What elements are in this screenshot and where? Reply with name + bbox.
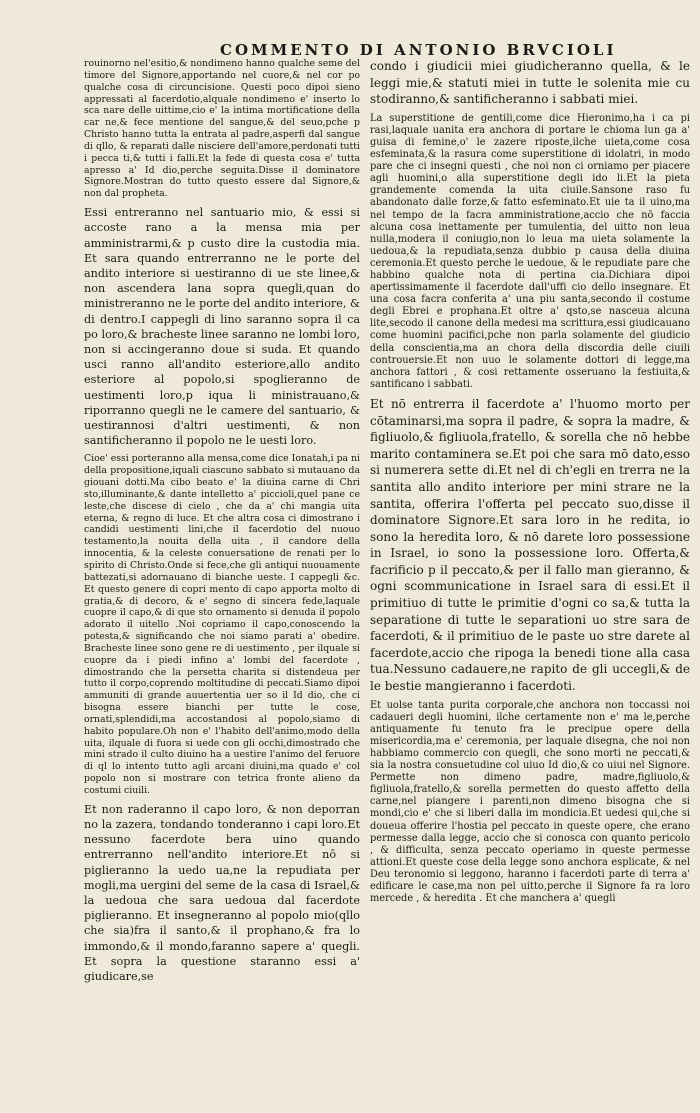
commentary-paragraph: rouinorno nel'esitio,& nondimeno hanno qualche seme del timore del Signore,apportando nel cuore,& nel cor po qualche cosa di circuncisione. Questi poco dipoi sieno appressati al facerdotio,alquale nondimeno e' inserto lo sca nare delle uittime,cio e' la intima mortificatione della car ne,& fece mentione del sangue,& del seuo,pche p Christo hanno tutta la entrata al padre,asperfi dal sangue di qllo, & reparati dalle nisciere dell'amore,perdonati tutti i pecca ti,& tutti i falli.Et la fede di questa cosa e' tutta apresso a' Id dio,perche seguita.Disse il dominatore Signore.Mostran do tutto questo essere dal Signore,& non dal propheta. bbox=[84, 58, 360, 200]
running-header: COMMENTO DI ANTONIO BRVCIOLI bbox=[220, 41, 617, 59]
scripture-paragraph: Et nō entrerra il facerdote a' l'huomo morto per cōtaminarsi,ma sopra il padre, & sopra la madre, & figliuolo,& figliuola,fratello, & sorella che nō hebbe marito contaminera se.Et poi che sara mō dato,esso si numerera sette di.Et nel di ch'egli en trerra ne la santita allo andito interiore per mini strare ne la santita, offerira l'offerta pel peccato suo,disse il dominatore Signore.Et sara loro in he redita, io sono la heredita loro, & nō darete loro possessione in Israel, io sono la possessione loro. Offerta,& facrificio p il peccato,& per il fallo man gieranno, & ogni scommunicatione in Israel sara di essi.Et il primitiuo di tutte le primitie d'ogni co sa,& tutta la separatione di tutte le separationi uo stre sara de facerdoti, & il primitiuo de le paste uo stre darete al facerdote,accio che ripoga la benedi tione alla casa tua.Nessuno cadauere,ne rapito de gli uccegli,& de le bestie mangieranno i facerdoti. bbox=[370, 396, 690, 694]
commentary-paragraph: Et uolse tanta purita corporale,che anchora non toccassi noi cadaueri degli huomini, ilche certamente non e' ma le,perche antiquamente fu tenuto fra le precipue opere della misericordia,ma e' ceremonia, per laquale disegna, che noi non habbiamo commercio con quegli, che sono morti ne peccati,& sia la nostra consuetudine col uiuo Id dio,& co uiui nel Signore. Permette non dimeno padre, madre,figliuolo,& figliuola,fratello,& sorella permetten do questo affetto della carne,nel piangere i parenti,non dimeno bisogna che si mondi,cio e' che si liberi dalla im mondicia.Et uedesi qui,che si doueua offerire l'hostia pel peccato in queste opere, che erano permesse dalla legge, accio che si conosca con quanto pericolo , & difficulta, senza peccato operiamo in queste permesse attioni.Et queste cose della legge sono anchora esplicate, & nel Deu teronomio si leggono, haranno i facerdoti parte di terra a' edificare le case,ma non pel uitto,perche il Signore fa ra loro mercede , & heredita . Et che manchera a' quegli bbox=[370, 699, 690, 905]
commentary-paragraph: Cioe' essi porteranno alla mensa,come dice Ionatah,i pa ni della propositione,iquali ciascuno sabbato si mutauano da giouani dotti.Ma cibo beato e' la diuina carne di Chri sto,illuminante,& dante intelletto a' piccioli,quel pane ce leste,che discese di cielo , che da a' chi mangia uita eterna, & regno di luce. Et che altra cosa ci dimostrano i candidi uestimenti lini,che il facerdotio del nuouo testamento,la nouita della uita , il candore della innocentia, & la celeste conuersatione de renati per lo spirito di Christo.Onde si fece,che gli antiqui nuouamente battezati,si adornauano di bianche ueste. I cappegli &c. Et questo genere di copri mento di capo apporta molto di gratia,& di decoro, & e' segno di sincera fede,laquale cuopre il capo,& di que sto ornamento si denuda il popolo adorato il uitello .Noi copriamo il capo,conoscendo la potesta,& significando che noi siamo parati a' obedire. Bracheste linee sono gene re di uestimento , per ilquale si cuopre da i piedi infino a' lombi del facerdote , dimostrando che la persetta charita si distendeua per tutto il corpo,coprendo moltitudine di peccati.Siamo dipoi ammuniti di grande auuertentia uer so il Id dio, che ci bisogna essere bianchi per tutte le cose, ornati,splendidi,ma accostandosi al popolo,siamo di habito populare.Oh non e' l'habito dell'animo,modo della uita, ilquale di fuora si uede con gli occhi,dimostrado che mini strado il culto diuino ha a uestire l'animo del feruore di ql lo intento tutto agli arcani diuini,ma quado e' col popolo non si mostrare con tetrica fronte alieno da costumi ciuili. bbox=[84, 453, 360, 796]
scripture-paragraph: Essi entreranno nel santuario mio, & essi si accoste rano a la mensa mia per amministrarmi,& p custo dire la custodia mia. Et sara quando entrerranno ne le porte del andito interiore si uestiranno di ue ste linee,& non ascendera lana sopra quegli,quan do ministreranno ne le porte del andito interiore, & di dentro.I cappegli di lino saranno sopra il ca po loro,& bracheste linee saranno ne lombi loro, non si accingeranno doue si suda. Et quando usci ranno all'andito esteriore,allo andito esteriore al popolo,si spoglieranno de uestimenti loro,p iqua li ministrauano,& riporranno quegli ne le camere del santuario, & uestirannosi d'altri uestimenti, & non santificheranno il popolo ne le uesti loro. bbox=[84, 206, 360, 448]
right-column bbox=[370, 58, 690, 1088]
left-column bbox=[84, 58, 360, 1088]
scripture-paragraph: Et non raderanno il capo loro, & non deporran no la zazera, tondando tonderanno i capi loro.Et nessuno facerdote bera uino quando entrerranno nell'andito interiore.Et nō si piglieranno la uedo ua,ne la repudiata per mogli,ma uergini del seme de la casa di Israel,& la uedoua che sara uedoua dal facerdote piglieranno. Et insegneranno al popolo mio(qllo che sia)fra il santo,& il prophano,& fra lo immondo,& il mondo,faranno sapere a' quegli. Et sopra la questione staranno essi a' giudicare,se bbox=[84, 802, 360, 984]
scripture-paragraph: condo i giudicii miei giudicheranno quella, & le leggi mie,& statuti miei in tutte le solenita mie cu stodiranno,& santificheranno i sabbati miei. bbox=[370, 59, 690, 107]
commentary-paragraph: La superstitione de gentili,come dice Hieronimo,ha i ca pi rasi,laquale uanita era anchora di portare le chioma lun ga a' guisa di femine,o' le zazere riposte,ilche uieta,come cosa esfeminata,& la rasura come superstitione di idolatri, in modo pare che ci insegni questi , che noi non ci orniamo per piacere agli huomini,o alla superstitione degli ido li.Et la pieta grandemente comenda la uita ciuile.Sansone raso fu abandonato dalle forze,& fatto esfeminato.Et uie ta il uino,ma nel tempo de la facra amministratione,accio che nō faccia alcuna cosa inettamente per tumulentia, del uitto non leua nulla,modera il coniugio,non lo leua ma uieta solamente la uedoua,& la repudiata,senza dubbio p causa della diuina ceremonia.Et questo perche le uedoue, & le repudiate pare che habbino qualche nota di pertina cia.Dichiara dipoi apertissimamente il facerdote dall'uffi cio dello insegnare. Et una cosa facra conferita a' una piu santa,secondo il costume degli Ebrei e prophana.Et oltre a' qsto,se nasceua alcuna lite,secodo il canone della medesi ma scrittura,essi giudicauano come huomini pacifici,pche non parla solamente del giudicio della conscientia,ma an chora della discordia delle ciuili controuersie.Et non uuo le solamente dottori di legge,ma anchora fattori , & cosi rettamente osseruano la festiuita,& santificano i sabbati. bbox=[370, 112, 690, 390]
